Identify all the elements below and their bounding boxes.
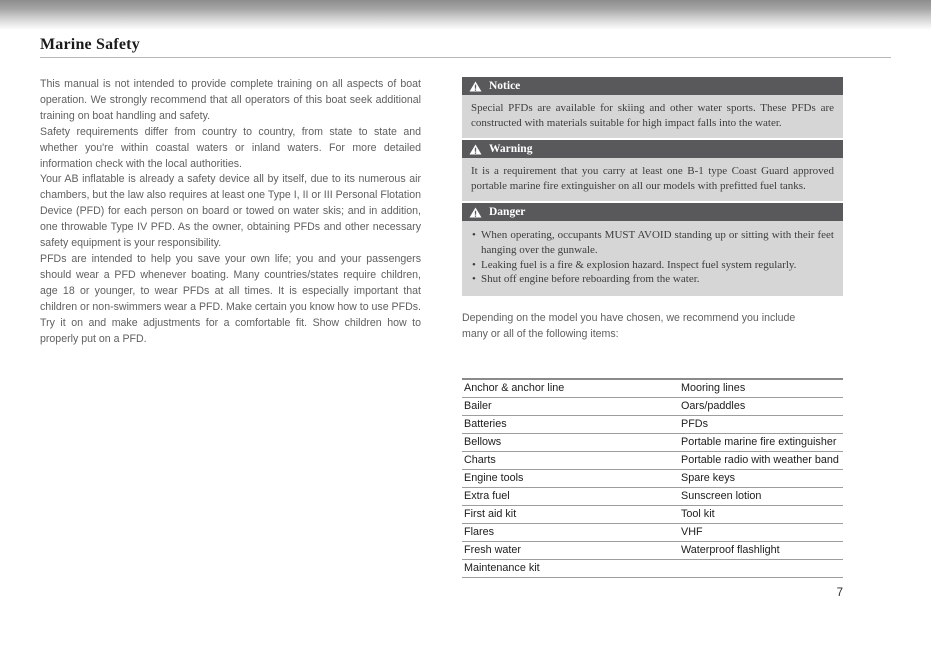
item-cell: Charts bbox=[462, 451, 679, 469]
warning-title: Warning bbox=[489, 143, 533, 156]
warning-triangle-icon bbox=[469, 207, 482, 218]
item-cell: Fresh water bbox=[462, 541, 679, 559]
notice-alert bbox=[462, 77, 843, 138]
item-cell: Maintenance kit bbox=[462, 559, 679, 577]
paragraph: Safety requirements differ from country to country, from state to state and whether you're within coastal waters or inland waters. For more detailed information check with the local authorities. bbox=[40, 125, 421, 170]
danger-bullet: • Shut off engine before reboarding from the water. bbox=[471, 272, 834, 287]
page-content bbox=[40, 77, 891, 599]
header-gradient-band bbox=[0, 0, 931, 30]
item-cell: First aid kit bbox=[462, 505, 679, 523]
table-row bbox=[462, 415, 843, 433]
notice-header bbox=[462, 77, 843, 95]
table-row bbox=[462, 523, 843, 541]
danger-alert bbox=[462, 203, 843, 295]
danger-body bbox=[462, 221, 843, 295]
recommendation-intro: Depending on the model you have chosen, we recommend you include many or all of the following items: bbox=[462, 311, 796, 340]
item-cell: Portable marine fire extinguisher bbox=[679, 433, 843, 451]
body-text-column bbox=[40, 77, 421, 599]
notice-body: Special PFDs are available for skiing and other water sports. These PFDs are constructed with materials suitable for high impact falls into the water. bbox=[462, 95, 843, 138]
table-row bbox=[462, 505, 843, 523]
item-cell: Waterproof flashlight bbox=[679, 541, 843, 559]
table-row bbox=[462, 487, 843, 505]
paragraph: PFDs are intended to help you save your own life; you and your passengers should wear a PFD whenever boating. Many countries/states require children, age 18 or younger, to wear PFDs at all times. It is especially important that children or non-swimmers wear a PFD. Make certain you know how to use PFDs. Try it on and make adjustments for a comfortable fit. Show children how to properly put on a PFD. bbox=[40, 252, 421, 345]
item-cell: Sunscreen lotion bbox=[679, 487, 843, 505]
item-cell: Bailer bbox=[462, 397, 679, 415]
danger-title: Danger bbox=[489, 206, 526, 219]
paragraph: This manual is not intended to provide complete training on all aspects of boat operation. We strongly recommend that all operators of this boat seek additional training on boat handling and safety. bbox=[40, 78, 421, 122]
item-cell: Engine tools bbox=[462, 469, 679, 487]
warning-triangle-icon bbox=[469, 81, 482, 92]
item-cell: Bellows bbox=[462, 433, 679, 451]
warning-header bbox=[462, 140, 843, 158]
item-cell: Mooring lines bbox=[679, 379, 843, 398]
table-row bbox=[462, 451, 843, 469]
table-row bbox=[462, 379, 843, 398]
item-cell: Batteries bbox=[462, 415, 679, 433]
item-cell: Portable radio with weather band bbox=[679, 451, 843, 469]
table-row bbox=[462, 397, 843, 415]
table-row bbox=[462, 433, 843, 451]
item-cell: Spare keys bbox=[679, 469, 843, 487]
item-cell: Oars/paddles bbox=[679, 397, 843, 415]
page-title: Marine Safety bbox=[40, 36, 140, 53]
title-divider bbox=[40, 57, 891, 58]
item-cell: VHF bbox=[679, 523, 843, 541]
item-cell: Extra fuel bbox=[462, 487, 679, 505]
item-cell: Flares bbox=[462, 523, 679, 541]
page-number: 7 bbox=[836, 586, 843, 599]
notice-title: Notice bbox=[489, 80, 521, 92]
item-cell: PFDs bbox=[679, 415, 843, 433]
danger-bullet: • When operating, occupants MUST AVOID standing up or sitting with their feet hanging over the gunwale. bbox=[471, 228, 834, 257]
warning-alert bbox=[462, 140, 843, 201]
danger-header bbox=[462, 203, 843, 221]
warning-body: It is a requirement that you carry at least one B-1 type Coast Guard approved portable marine fire extinguisher on all our models with prefitted fuel tanks. bbox=[462, 158, 843, 201]
warning-triangle-icon bbox=[469, 144, 482, 155]
paragraph: Your AB inflatable is already a safety device all by itself, due to its numerous air chambers, but the law also requires at least one Type I, II or III Personal Flotation Device (PFD) for each person on board or towed on water skis; and in addition, one throwable Type IV PFD. As the owner, obtaining PFDs and other necessary safety equipment is your responsibility. bbox=[40, 173, 421, 250]
alerts-column bbox=[462, 77, 843, 599]
table-row bbox=[462, 559, 843, 577]
item-cell bbox=[679, 559, 843, 577]
table-row bbox=[462, 469, 843, 487]
item-cell: Anchor & anchor line bbox=[462, 379, 679, 398]
danger-bullet: • Leaking fuel is a fire & explosion hazard. Inspect fuel system regularly. bbox=[471, 258, 834, 273]
table-row bbox=[462, 541, 843, 559]
items-table bbox=[462, 378, 843, 578]
item-cell: Tool kit bbox=[679, 505, 843, 523]
